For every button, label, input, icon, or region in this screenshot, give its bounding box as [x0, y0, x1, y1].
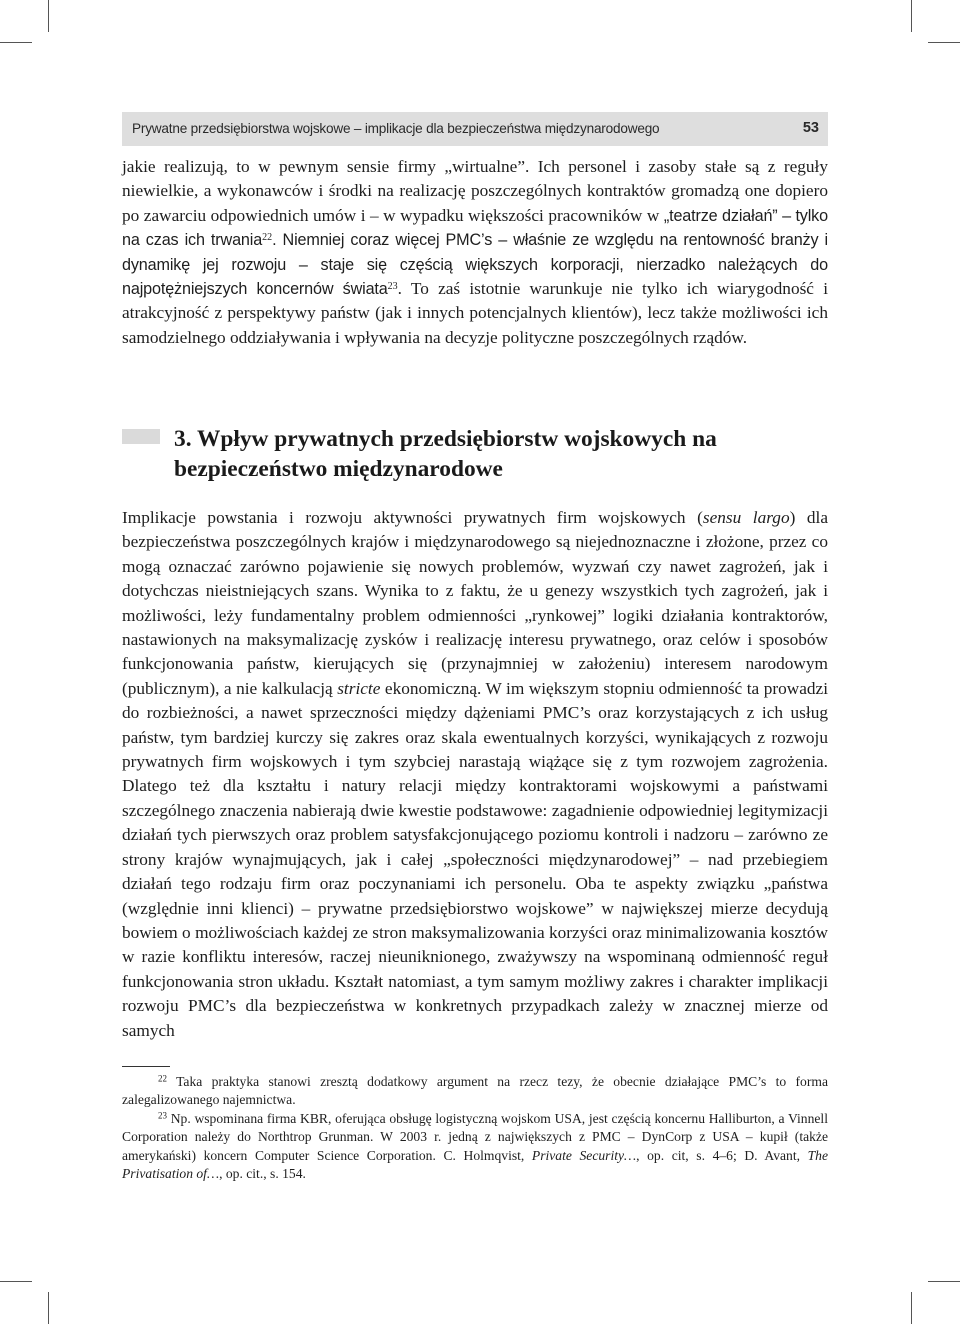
citation-title: The Privatisation of… [122, 1147, 828, 1182]
page-number: 53 [802, 120, 819, 136]
paragraph-text: ekonomiczną. W im większym stopniu odmienność ta prowadzi do rozbieżności, a nawet sprzeczności między dążeniami PMC’s oraz korzystających z ich usług państw, tym bardziej kurczy się zakres oraz skala ewentualnych korzyści, wynikających z rozwoju prywatnych firm wojskowych i tym szybciej narastają wiążące się z tym rozwojem zagrożenia. Dlatego też dla kształtu i natury relacji między kontraktorami wojskowymi a państwami szczególnego znaczenia nabierają dwie kwestie podstawowe: zagadnienie odpowiedniej legitymizacji działań tych pierwszych oraz problem satysfakcjonującego poziomu kontroli i nadzoru – zarówno ze strony krajów wynajmujących, jak i całej „społeczności międzynarodowej” – nad przebiegiem działań tego rodzaju firm oraz poczynaniami ich personelu. Oba te aspekty związku „państwa (względnie inni klienci) – prywatne przedsiębiorstwo wojskowe” w największej mierze decydują bowiem o możliwościach każdej ze stron maksymalizowania korzyści oraz minimalizowania kosztów w razie konfliktu interesów, raczej nieuniknionego, zważywszy na wspominaną odmienność reguł funkcjonowania stron układu. Kształt natomiast, a tym samym możliwy zakres i charakter implikacji rozwoju PMC’s dla bezpieczeństwa w konkretnych przypadkach zależy w znacznej mierze od samych [122, 678, 828, 1040]
paragraph-text: . To zaś istotnie warunkuje nie tylko ich wiarygodność i atrakcyjność z perspektywy państw (jak i innych potencjalnych klientów), lecz także możliwości ich samodzielnego oddziaływania i wpływania na decyzje polityczne poszczególnych rządów. [122, 279, 828, 347]
crop-mark-right-top [928, 42, 960, 43]
crop-mark-bottom-right [911, 1292, 912, 1324]
footnote-number: 23 [158, 1110, 167, 1121]
section-marker [122, 429, 160, 444]
footnote-text: , op. cit, s. 4–6; D. Avant, [636, 1147, 808, 1163]
crop-mark-left-top [0, 42, 32, 43]
footnote-23 [122, 1110, 828, 1184]
section-heading: 3. Wpływ prywatnych przedsiębiorstw wojskowych na bezpieczeństwo międzynarodowe [174, 426, 717, 482]
paragraph-text: jakie realizują, to w pewnym sensie firmy „wirtualne”. Ich personel i zasoby stałe są z reguły niewielkie, a wykonawców i środki na realizację poszczególnych kontraktów gromadzą one dopiero po zawarciu odpowiednich umów i – w wypadku większości pracowników w [122, 157, 828, 225]
paragraph-text: Implikacje powstania i rozwoju aktywności prywatnych firm wojskowych ( [122, 508, 703, 527]
running-title: Prywatne przedsiębiorstwa wojskowe – implikacje dla bezpieczeństwa międzynarodowego [132, 121, 660, 136]
paragraph-main [122, 506, 828, 1043]
footnote-rule [122, 1066, 170, 1067]
paragraph-text-sans: „teatrze działań” – tylko na czas ich trwania [122, 206, 828, 250]
running-header [122, 112, 828, 146]
footnote-text: Np. wspominana firma KBR, oferująca obsługę logistyczną wojskom USA, jest częścią koncernu Halliburton, a Vinnell Corporation należy do Northtrop Grunman. W 2003 r. jedną z największych z PMC – DynCorp z USA – kupił (także amerykański) koncern Computer Science Corporation. C. Holmqvist, [122, 1110, 828, 1163]
footnote-ref-23[interactable]: 23 [387, 281, 398, 293]
footnote-22 [122, 1073, 828, 1110]
footnote-text: , op. cit., s. 154. [219, 1166, 306, 1182]
crop-mark-left-bottom [0, 1281, 32, 1282]
paragraph-text: ) dla bezpieczeństwa poszczególnych krajów i międzynarodowego są niejednoznaczne i złożone, przez co mogą oznaczać zarówno pojawienie się nowych problemów, wyzwań czy nawet zagrożeń, jak i dotychczas nieistniejących szans. Wynika to z faktu, że u genezy wszystkich tych zagrożeń, jak i możliwości, leży fundamentalny problem odmienności „rynkowej” logiki działania kontraktorów, nastawionych na maksymalizację zysków i realizację interesu prywatnego, oraz celów i sposobów funkcjonowania państw, kierujących się (przynajmniej w założeniu) interesem narodowym (publicznym), a nie kalkulacją [122, 508, 828, 698]
footnotes [122, 1073, 828, 1183]
paragraph-text-sans: . Niemniej coraz więcej PMC’s – właśnie ze względu na rentowność branży i dynamikę jej rozwoju – staje się częścią większych korporacji, nierzadko należących do najpotężniejszych koncernów świata [122, 231, 828, 299]
crop-mark-bottom-left [48, 1292, 49, 1324]
citation-title: Private Security… [531, 1147, 637, 1163]
crop-mark-right-bottom [928, 1281, 960, 1282]
footnote-ref-22[interactable]: 22 [262, 232, 273, 244]
crop-mark-top-left [48, 0, 49, 32]
paragraph-continuation [122, 155, 828, 350]
footnote-text: Taka praktyka stanowi zresztą dodatkowy argument na rzecz tezy, że obecnie działające PMC’s to forma zalegalizowanego najemnictwa. [122, 1074, 828, 1108]
italic-term: stricte [337, 678, 381, 698]
crop-mark-top-right [911, 0, 912, 32]
italic-term: sensu largo [702, 508, 790, 527]
footnote-number: 22 [158, 1073, 167, 1084]
